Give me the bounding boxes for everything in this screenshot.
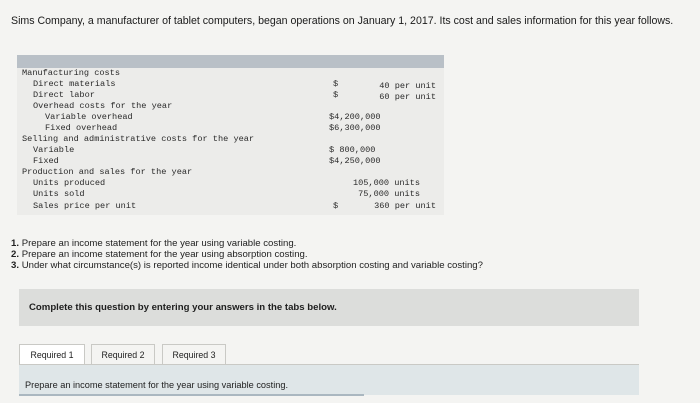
tab-panel xyxy=(19,364,639,395)
label-manufacturing-costs: Manufacturing costs xyxy=(22,68,120,78)
instruction-text: Complete this question by entering your answers in the tabs below. xyxy=(29,302,337,313)
problem-intro: Sims Company, a manufacturer of tablet computers, began operations on January 1, 2017. Its cost and sales information for this year follows. xyxy=(11,15,674,27)
symbol-direct-labor: $ xyxy=(333,90,339,100)
label-fixed-overhead: Fixed overhead xyxy=(45,123,118,133)
value-fixed-overhead: $6,300,000 xyxy=(329,123,381,133)
label-selling-admin-costs: Selling and administrative costs for the year xyxy=(22,134,255,144)
value-units-produced: 105,000 units xyxy=(352,178,420,188)
label-direct-materials: Direct materials xyxy=(33,79,116,89)
label-direct-labor: Direct labor xyxy=(33,90,95,100)
label-selling-variable: Variable xyxy=(33,145,75,155)
symbol-direct-materials: $ xyxy=(333,79,339,89)
requirement-3: 3. Under what circumstance(s) is reported income identical under both absorption costing and variable costing? xyxy=(11,260,483,272)
symbol-sales-price: $ xyxy=(333,201,339,211)
label-production-sales: Production and sales for the year xyxy=(22,167,193,177)
panel-instruction: Prepare an income statement for the year using variable costing. xyxy=(25,380,289,390)
value-direct-materials: 40 per unit xyxy=(379,81,436,91)
label-selling-fixed: Fixed xyxy=(33,156,59,166)
value-sales-price: 360 per unit xyxy=(374,201,436,211)
label-units-produced: Units produced xyxy=(33,178,106,188)
value-variable-overhead: $4,200,000 xyxy=(329,112,381,122)
panel-underline xyxy=(19,394,364,396)
value-selling-fixed: $4,250,000 xyxy=(329,156,381,166)
cost-information-table xyxy=(17,55,444,215)
tab-required-3[interactable]: Required 3 xyxy=(162,344,226,365)
instruction-banner xyxy=(19,289,639,326)
value-selling-variable: $ 800,000 xyxy=(329,145,376,155)
tab-required-2[interactable]: Required 2 xyxy=(91,344,155,365)
requirements-list xyxy=(11,238,691,272)
tab-required-1[interactable]: Required 1 xyxy=(19,344,85,365)
label-units-sold: Units sold xyxy=(33,189,85,199)
value-units-sold: 75,000 units xyxy=(358,189,420,199)
label-sales-price: Sales price per unit xyxy=(33,201,137,211)
table-header-bar xyxy=(17,55,444,68)
requirement-2: 2. Prepare an income statement for the year using absorption costing. xyxy=(11,249,308,261)
requirement-1: 1. Prepare an income statement for the year using variable costing. xyxy=(11,238,297,249)
label-overhead-costs: Overhead costs for the year xyxy=(33,101,173,111)
label-variable-overhead: Variable overhead xyxy=(45,112,133,122)
value-direct-labor: 60 per unit xyxy=(379,92,436,102)
